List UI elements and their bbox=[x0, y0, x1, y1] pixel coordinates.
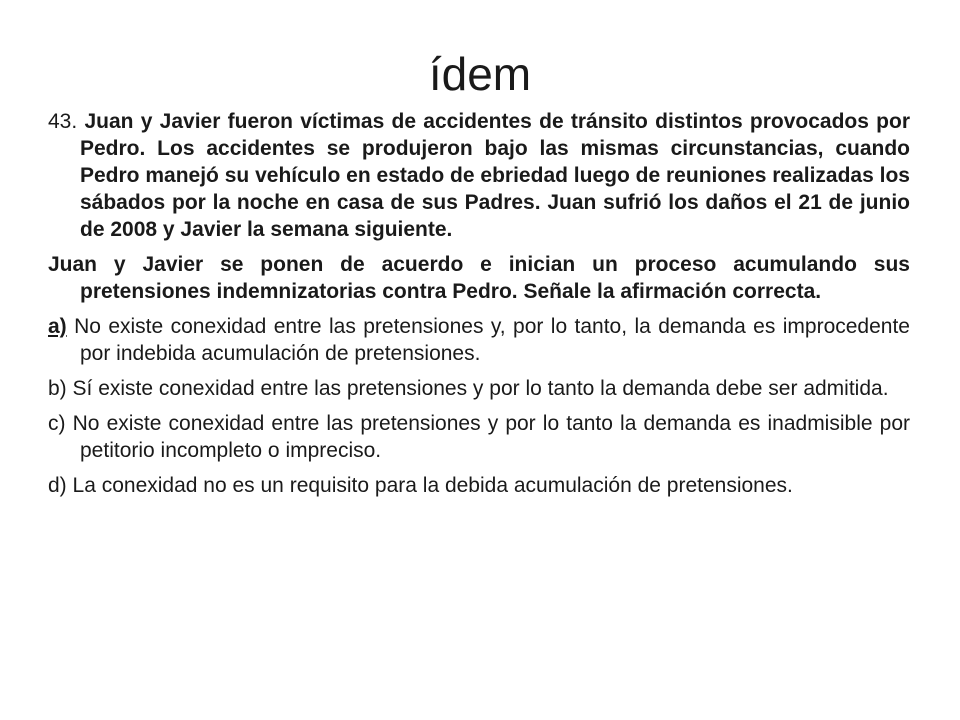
prompt-paragraph: Juan y Javier se ponen de acuerdo e inician un proceso acumulando sus pretensiones indemnizatorias contra Pedro. Señale la afirmación correcta. bbox=[48, 253, 910, 303]
option-c-letter: c) bbox=[48, 412, 66, 435]
slide-title: ídem bbox=[428, 48, 532, 100]
option-b-letter: b) bbox=[48, 377, 67, 400]
option-d-letter: d) bbox=[48, 474, 67, 497]
question-paragraph bbox=[48, 108, 910, 243]
slide-content bbox=[48, 108, 910, 507]
option-b bbox=[48, 375, 910, 402]
option-a-letter: a) bbox=[48, 315, 67, 338]
question-number: 43. bbox=[48, 110, 78, 133]
option-a bbox=[48, 313, 910, 367]
option-c bbox=[48, 410, 910, 464]
question-text: Juan y Javier fueron víctimas de accidentes de tránsito distintos provocados por Pedro. Los accidentes se produjeron bajo las mismas circunstancias, cuando Pedro manejó su vehículo en estado de ebriedad luego de reuniones realizadas los sábados por la noche en casa de sus Padres. Juan sufrió los daños el 21 de junio de 2008 y Javier la semana siguiente. bbox=[80, 110, 910, 241]
option-c-text: No existe conexidad entre las pretensiones y por lo tanto la demanda es inadmisible por petitorio incompleto o impreciso. bbox=[72, 412, 911, 462]
option-d bbox=[48, 472, 910, 499]
option-d-text: La conexidad no es un requisito para la debida acumulación de pretensiones. bbox=[72, 474, 793, 497]
option-b-text: Sí existe conexidad entre las pretensiones y por lo tanto la demanda debe ser admitida. bbox=[72, 377, 889, 400]
option-a-text: No existe conexidad entre las pretensiones y, por lo tanto, la demanda es improcedente por indebida acumulación de pretensiones. bbox=[74, 315, 910, 365]
